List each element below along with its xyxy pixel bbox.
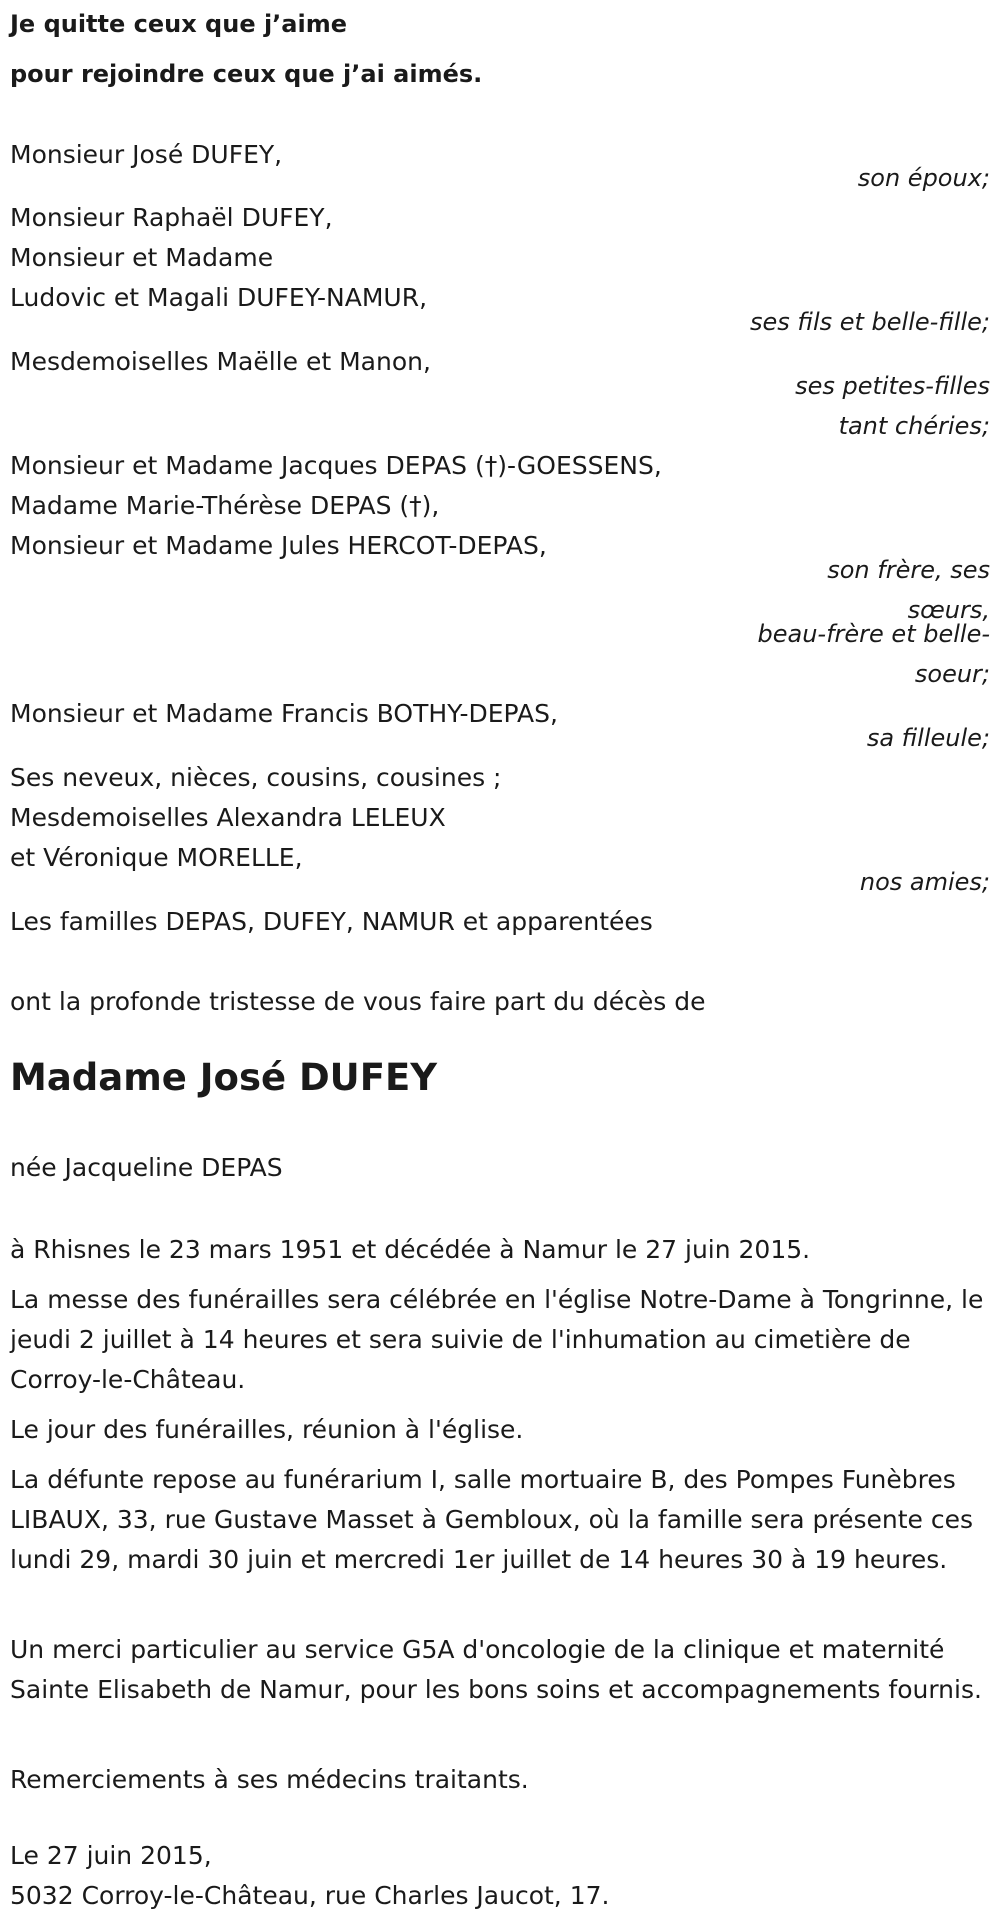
closing-date: Le 27 juin 2015, bbox=[10, 1841, 212, 1870]
funeral-mass-paragraph: La messe des funérailles sera célébrée en l'église Notre-Dame à Tongrinne, le jeudi 2 juillet à 14 heures et sera suivie de l'inhumation au cimetière de Corroy-le-Château. bbox=[10, 1285, 984, 1394]
gathering-paragraph: Le jour des funérailles, réunion à l'église. bbox=[10, 1415, 524, 1444]
dates-paragraph: à Rhisnes le 23 mars 1951 et décédée à Namur le 27 juin 2015. bbox=[10, 1235, 811, 1264]
family-role: beau-frère et belle- bbox=[757, 620, 990, 648]
family-name: Monsieur et Madame Francis BOTHY-DEPAS, bbox=[10, 699, 558, 728]
family-role: son époux; bbox=[857, 164, 990, 192]
family-name: Les familles DEPAS, DUFEY, NAMUR et apparentées bbox=[10, 907, 653, 936]
deceased-name: Madame José DUFEY bbox=[10, 1056, 438, 1099]
epigraph-line-2: pour rejoindre ceux que j’ai aimés. bbox=[10, 60, 483, 88]
family-role: sœurs, bbox=[907, 596, 990, 624]
family-name: Ludovic et Magali DUFEY-NAMUR, bbox=[10, 283, 428, 312]
family-role: ses petites-filles bbox=[795, 372, 990, 400]
family-name: et Véronique MORELLE, bbox=[10, 843, 303, 872]
birth-name: née Jacqueline DEPAS bbox=[10, 1153, 283, 1182]
closing-address: 5032 Corroy-le-Château, rue Charles Jaucot, 17. bbox=[10, 1881, 610, 1910]
family-role: soeur; bbox=[914, 660, 990, 688]
family-name: Mesdemoiselles Alexandra LELEUX bbox=[10, 803, 446, 832]
family-name: Ses neveux, nièces, cousins, cousines ; bbox=[10, 763, 502, 792]
family-name: Monsieur et Madame bbox=[10, 243, 274, 272]
family-name: Monsieur et Madame Jacques DEPAS (†)-GOESSENS, bbox=[10, 451, 662, 480]
announcement: ont la profonde tristesse de vous faire part du décès de bbox=[10, 987, 706, 1016]
funerarium-paragraph: La défunte repose au funérarium I, salle mortuaire B, des Pompes Funèbres LIBAUX, 33, rue Gustave Masset à Gembloux, où la famille sera présente ces lundi 29, mardi 30 juin et mercredi 1er juillet de 14 heures 30 à 19 heures. bbox=[10, 1465, 974, 1574]
epigraph-line-1: Je quitte ceux que j’aime bbox=[10, 10, 348, 38]
doctors-thanks-paragraph: Remerciements à ses médecins traitants. bbox=[10, 1765, 529, 1794]
family-role: ses fils et belle-fille; bbox=[750, 308, 990, 336]
family-name: Mesdemoiselles Maëlle et Manon, bbox=[10, 347, 431, 376]
family-name: Monsieur et Madame Jules HERCOT-DEPAS, bbox=[10, 531, 547, 560]
family-role: tant chéries; bbox=[838, 412, 990, 440]
family-name: Monsieur José DUFEY, bbox=[10, 140, 283, 169]
family-name: Monsieur Raphaël DUFEY, bbox=[10, 203, 333, 232]
family-role: sa filleule; bbox=[866, 724, 990, 752]
thanks-paragraph: Un merci particulier au service G5A d'oncologie de la clinique et maternité Sainte Elisabeth de Namur, pour les bons soins et accompagnements fournis. bbox=[10, 1635, 982, 1704]
family-role: nos amies; bbox=[859, 868, 990, 896]
family-role: son frère, ses bbox=[827, 556, 990, 584]
family-name: Madame Marie-Thérèse DEPAS (†), bbox=[10, 491, 440, 520]
